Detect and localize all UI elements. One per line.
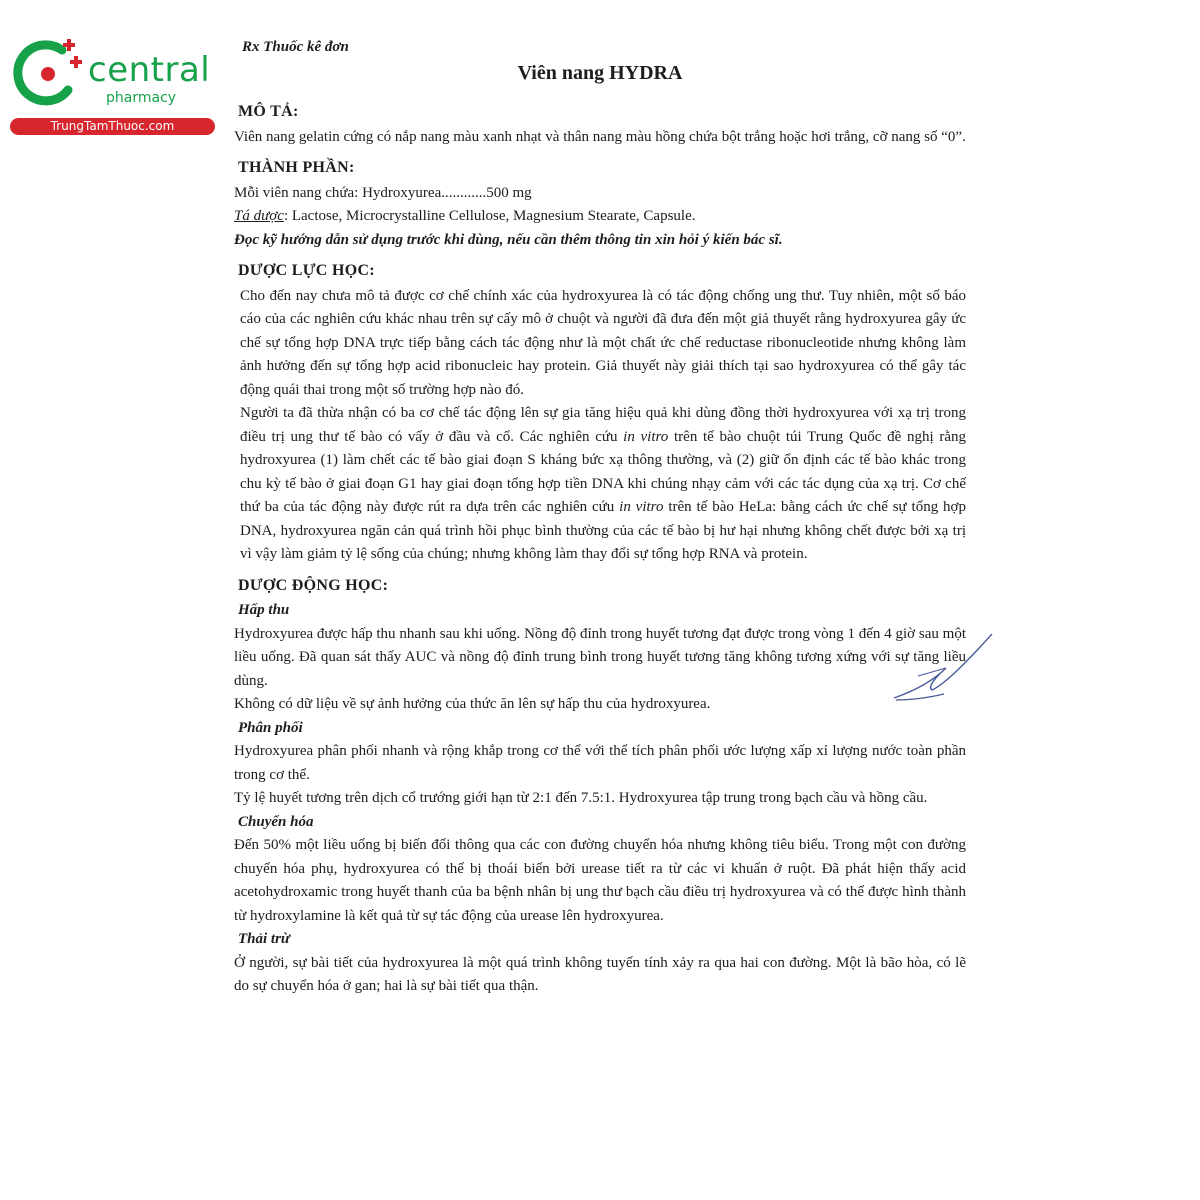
in-vitro-term: in vitro	[619, 499, 664, 515]
rx-label: Rx Thuốc kê đơn	[242, 39, 349, 55]
subheading-hap-thu: Hấp thu	[238, 602, 290, 618]
excipient-label: Tá dược	[234, 208, 284, 224]
pharmacodynamics-paragraph-2	[234, 402, 966, 567]
section-heading-duoc-luc-hoc: DƯỢC LỰC HỌC:	[238, 262, 375, 279]
absorption-paragraph-2: Không có dữ liệu về sự ảnh hưởng của thức ăn lên sự hấp thu của hydroxyurea.	[234, 696, 711, 712]
section-heading-thanh-phan: THÀNH PHẦN:	[238, 159, 355, 176]
pharmacy-cross-c-icon	[10, 36, 90, 116]
brand-url-badge[interactable]: TrungTamThuoc.com	[10, 118, 215, 135]
in-vitro-term: in vitro	[623, 428, 669, 445]
absorption-paragraph-1: Hydroxyurea được hấp thu nhanh sau khi uống. Nồng độ đỉnh trong huyết tương đạt được trong vòng 1 đến 4 giờ sau một liều uống. Đã quan sát thấy AUC và nồng độ đỉnh trung bình trong huyết tương tăng không tương xứng với sự tăng liều dùng.	[234, 625, 966, 689]
brand-name: central	[88, 50, 211, 90]
section-heading-mo-ta: MÔ TẢ:	[238, 103, 299, 120]
central-pharmacy-logo[interactable]	[10, 36, 215, 136]
document-title: Viên nang HYDRA	[517, 62, 683, 84]
subheading-phan-phoi: Phân phối	[238, 719, 303, 736]
pd-p2-part-b: trên tế bào chuột túi Trung Quốc đề nghị rằng hydroxyurea (1) làm chết các tế bào giai đoạn S kháng bức xạ thông thường, và (2) giữ ổn định các tế bào khác trong chu kỳ tế bào ở giai đoạn G1 hay giai đoạn tổng hợp tiền DNA khi chúng nhạy cảm với các tác dụng của xạ trị. Cơ chế thứ ba của tác động này được rút ra dựa trên các nghiên cứu	[240, 428, 966, 515]
excipient-line	[234, 205, 966, 229]
pd-p2-part-a: Người ta đã thừa nhận có ba cơ chế tác động lên sự gia tăng hiệu quả khi dùng đồng thời hydroxyurea với xạ trị trong điều trị ung thư tế bào có vẩy ở đầu và cổ. Các nghiên cứu	[240, 405, 966, 445]
elimination-paragraph: Ở người, sự bài tiết của hydroxyurea là một quá trình không tuyến tính xảy ra qua hai con đường. Một là bão hòa, có lẽ do sự chuyển hóa ở gan; hai là sự bài tiết qua thận.	[234, 954, 966, 994]
leaflet-document	[234, 36, 966, 999]
handwritten-signature	[888, 628, 998, 708]
mo-ta-text: Viên nang gelatin cứng có nắp nang màu xanh nhạt và thân nang màu hồng chứa bột trắng hoặc hơi trắng, cỡ nang số “0”.	[234, 128, 966, 145]
metabolism-paragraph: Đến 50% một liều uống bị biến đổi thông qua các con đường chuyển hóa nhưng không tiêu biểu. Trong một con đường chuyển hóa phụ, hydroxyurea có thể bị thoái biến bởi urease tiết ra từ các vi khuẩn ở ruột. Đã phát hiện thấy acid acetohydroxamic trong huyết thanh của ba bệnh nhân bị ung thư bạch cầu điều trị hydroxyurea và có thể được hình thành từ hydroxylamine là kết quả từ sự tác động của urease lên hydroxyurea.	[234, 837, 966, 924]
subheading-chuyen-hoa: Chuyển hóa	[238, 813, 314, 830]
ingredient-line: Mỗi viên nang chứa: Hydroxyurea............500 mg	[234, 184, 532, 201]
subheading-thai-tru: Thải trừ	[238, 931, 290, 947]
excipient-text: : Lactose, Microcrystalline Cellulose, Magnesium Stearate, Capsule.	[283, 208, 696, 224]
distribution-paragraph-1: Hydroxyurea phân phối nhanh và rộng khắp trong cơ thể với thể tích phân phối ước lượng xấp xỉ lượng nước toàn phần trong cơ thể.	[234, 743, 966, 783]
distribution-paragraph-2: Tỷ lệ huyết tương trên dịch cổ trướng giới hạn từ 2:1 đến 7.5:1. Hydroxyurea tập trung trong bạch cầu và hồng cầu.	[234, 790, 928, 806]
brand-subtitle: pharmacy	[106, 90, 177, 106]
read-instructions-warning: Đọc kỹ hướng dẫn sử dụng trước khi dùng, nếu cần thêm thông tin xin hỏi ý kiến bác sĩ.	[234, 231, 783, 248]
pd-p2-part-c: trên tế bào HeLa: bằng cách ức chế sự tổng hợp DNA, hydroxyurea ngăn cản quá trình hồi phục bình thường của các tế bào bị hư hại nhưng không chết được bởi xạ trị vì vậy làm giảm tỷ lệ sống của chúng; nhưng không làm thay đổi sự tổng hợp RNA và protein.	[240, 499, 966, 562]
section-heading-duoc-dong-hoc: DƯỢC ĐỘNG HỌC:	[238, 576, 389, 594]
pharmacodynamics-paragraph-1: Cho đến nay chưa mô tả được cơ chế chính xác của hydroxyurea là có tác động chống ung thư. Tuy nhiên, một số báo cáo của các nghiên cứu khác nhau trên sự cấy mô ở chuột và người đã đưa đến một giả thuyết rằng hydroxyurea gây ức chế sự tổng hợp DNA trực tiếp bằng cách tác động như là một chất ức chế reductase ribonucleotide nhưng không làm ảnh hưởng đến sự tổng hợp acid ribonucleic hay protein. Giả thuyết này giải thích tại sao hydroxyurea có thể gây tác động quái thai trong một số trường hợp nào đó.	[240, 287, 966, 398]
